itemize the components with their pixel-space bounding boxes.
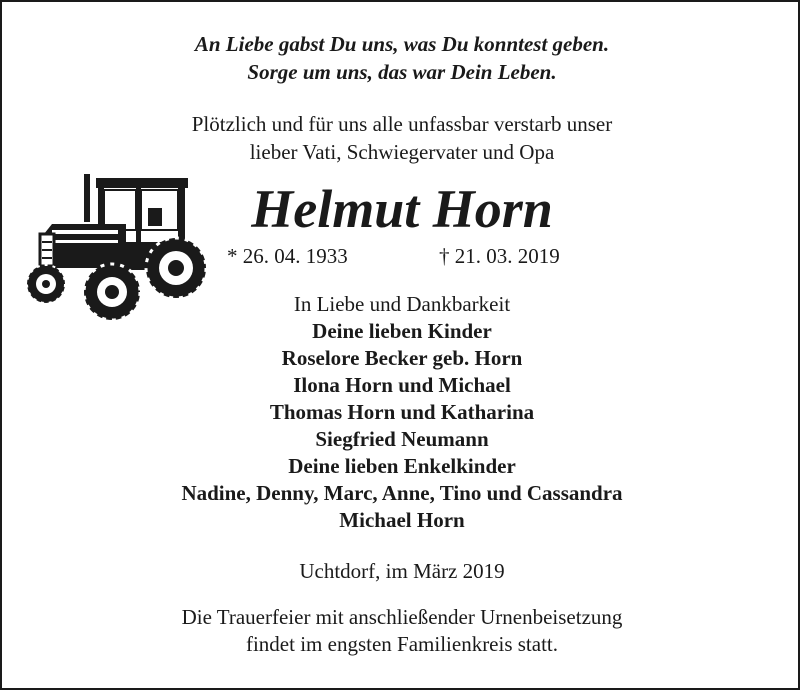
mourners-heading: In Liebe und Dankbarkeit: [293, 292, 511, 316]
mourner-line: Siegfried Neumann: [315, 427, 489, 451]
mourner-line: Nadine, Denny, Marc, Anne, Tino und Cassandra: [181, 481, 623, 505]
intro-line-2: lieber Vati, Schwiegervater und Opa: [249, 140, 555, 164]
funeral-line-2: findet im engsten Familienkreis statt.: [245, 632, 559, 656]
death-date: † 21. 03. 2019: [439, 244, 560, 268]
mourner-line: Roselore Becker geb. Horn: [281, 346, 523, 370]
funeral-line-1: Die Trauerfeier mit anschließender Urnenbeisetzung: [181, 605, 623, 629]
mourner-line: Ilona Horn und Michael: [293, 373, 511, 397]
place-date: Uchtdorf, im März 2019: [299, 559, 505, 583]
deceased-name: Helmut Horn: [251, 179, 553, 239]
verse-line-2: Sorge um uns, das war Dein Leben.: [247, 60, 557, 84]
mourner-line: Michael Horn: [339, 508, 465, 532]
birth-date: * 26. 04. 1933: [227, 244, 348, 268]
mourner-line: Deine lieben Kinder: [312, 319, 492, 343]
mourner-line: Thomas Horn und Katharina: [269, 400, 535, 424]
intro-line-1: Plötzlich und für uns alle unfassbar verstarb unser: [191, 112, 613, 136]
mourner-line: Deine lieben Enkelkinder: [288, 454, 516, 478]
verse-line-1: An Liebe gabst Du uns, was Du konntest geben.: [194, 32, 610, 56]
